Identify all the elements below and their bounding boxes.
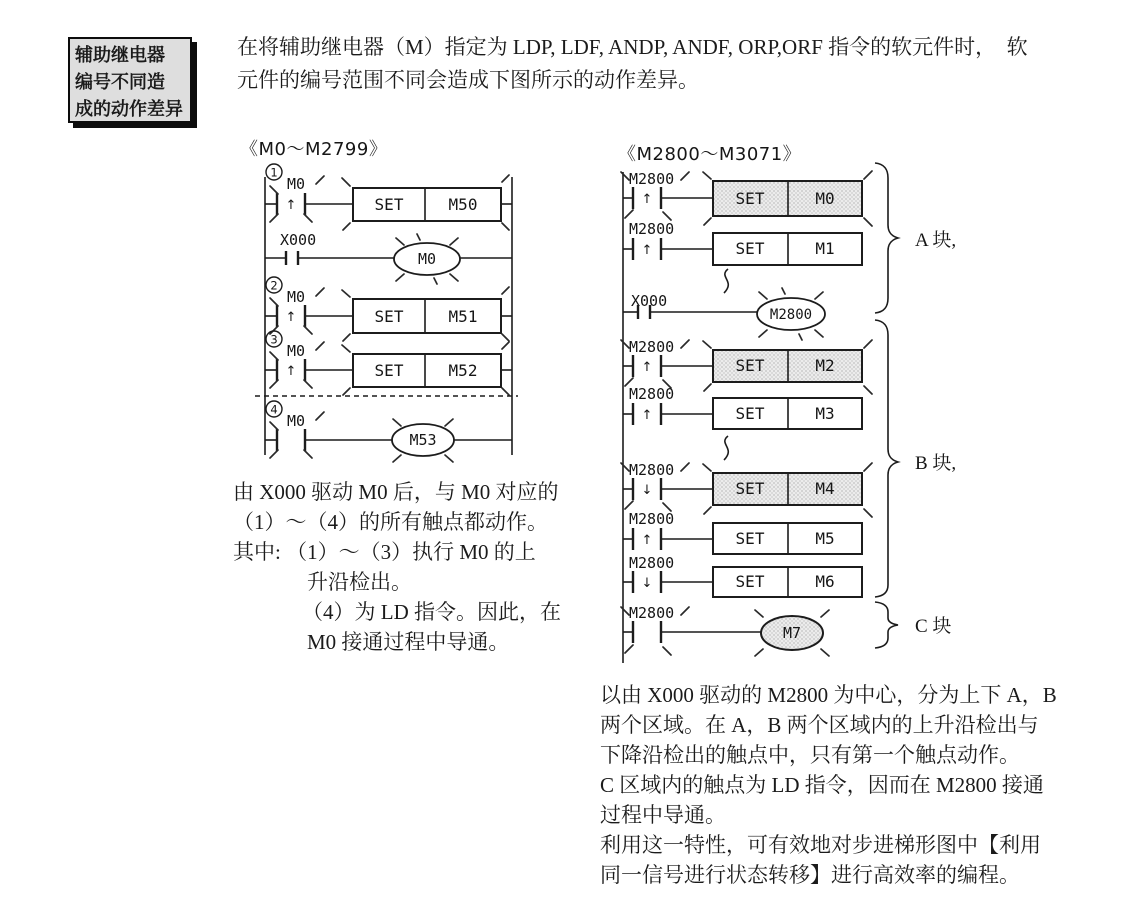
op-label: SET <box>735 479 765 498</box>
caption-line: 其中: （1）～（3）执行 M0 的上 <box>233 540 536 564</box>
caption-line: 过程中导通。 <box>600 803 726 827</box>
rung-a2 <box>623 220 862 265</box>
caption-line: 利用这一特性，可有效地对步进梯形图中【利用 <box>600 833 1041 857</box>
rung-1 <box>265 164 512 230</box>
rung-b5 <box>623 554 862 597</box>
rung-b3 <box>621 461 872 517</box>
contact-label: M0 <box>287 288 306 306</box>
op-label: SET <box>374 307 404 326</box>
coil-label: M2800 <box>769 307 813 323</box>
rung-number: 2 <box>270 278 278 293</box>
caption-line: 下降沿检出的触点中，只有第一个触点动作。 <box>600 743 1020 767</box>
edge-arrow: ↑ <box>641 408 653 423</box>
ladder-diagram-m0-m2799 <box>230 130 565 475</box>
edge-arrow: ↑ <box>641 192 653 207</box>
caption-line: M0 接通过程中导通。 <box>307 630 510 654</box>
margin-note-line: 成的动作差异 <box>75 99 183 120</box>
rung-number: 3 <box>270 332 278 347</box>
device-label: M50 <box>448 195 478 214</box>
break-squiggle <box>724 269 728 293</box>
rung-number: 4 <box>270 402 278 417</box>
op-label: SET <box>735 404 765 423</box>
caption-right <box>600 680 1137 890</box>
block-c-label: C 块 <box>915 616 952 637</box>
caption-line: 两个区域。在 A，B 两个区域内的上升沿检出与 <box>600 713 1039 737</box>
contact-label: M0 <box>287 412 306 430</box>
brace-block-a <box>875 163 898 313</box>
contact-label: M2800 <box>629 604 675 622</box>
device-label: M2 <box>815 356 835 375</box>
device-label: M5 <box>815 529 835 548</box>
ladder-left-title: 《M0～M2799》 <box>240 139 388 160</box>
brace-block-c <box>875 602 898 648</box>
rung-a1 <box>621 170 872 226</box>
device-label: M0 <box>815 189 835 208</box>
caption-line: 同一信号进行状态转移】进行高效率的编程。 <box>600 863 1020 887</box>
rung-x000 <box>623 288 825 340</box>
caption-line: （1）～（4）的所有触点都动作。 <box>233 510 548 534</box>
contact-label: M0 <box>287 342 306 360</box>
device-label: M1 <box>815 239 835 258</box>
contact-label: M2800 <box>629 385 675 403</box>
contact-label: X000 <box>280 231 317 249</box>
coil-label: M53 <box>409 431 437 449</box>
contact-label: M2800 <box>629 510 675 528</box>
op-label: SET <box>735 529 765 548</box>
intro-line: 在将辅助继电器（M）指定为 LDP, LDF, ANDP, ANDF, ORP,ORF 指令的软元件时， 软 <box>237 35 1028 59</box>
contact-label: M2800 <box>629 461 675 479</box>
ladder-right-title: 《M2800～M3071》 <box>618 144 802 165</box>
contact-label: M2800 <box>629 220 675 238</box>
ladder-diagram-m2800-m3071 <box>605 130 1137 678</box>
device-label: M51 <box>448 307 478 326</box>
caption-line: （4）为 LD 指令。因此，在 <box>302 600 561 624</box>
brace-block-b <box>875 320 898 597</box>
rung-number: 1 <box>270 165 278 180</box>
contact-label: M2800 <box>629 554 675 572</box>
contact-label: M2800 <box>629 338 675 356</box>
edge-arrow: ↓ <box>641 576 653 591</box>
edge-arrow: ↑ <box>641 360 653 375</box>
block-b-label: B 块, <box>915 453 957 474</box>
op-label: SET <box>735 356 765 375</box>
caption-left <box>233 477 613 657</box>
rung-c1 <box>621 604 829 656</box>
op-label: SET <box>374 195 404 214</box>
margin-note-box <box>68 37 192 123</box>
op-label: SET <box>374 361 404 380</box>
op-label: SET <box>735 189 765 208</box>
contact-label: X000 <box>631 292 668 310</box>
margin-note-line: 编号不同造 <box>75 72 165 93</box>
edge-arrow: ↑ <box>285 310 297 325</box>
contact-label: M0 <box>287 175 306 193</box>
device-label: M52 <box>448 361 478 380</box>
caption-line: 升沿检出。 <box>307 570 412 594</box>
device-label: M3 <box>815 404 835 423</box>
break-squiggle <box>724 436 728 460</box>
contact-label: M2800 <box>629 170 675 188</box>
rung-b4 <box>623 510 862 554</box>
intro-line: 元件的编号范围不同会造成下图所示的动作差异。 <box>237 68 699 92</box>
coil-label: M0 <box>417 250 437 268</box>
coil-label: M7 <box>782 624 802 642</box>
caption-line: 以由 X000 驱动的 M2800 为中心，分为上下 A，B <box>600 683 1057 707</box>
block-braces <box>875 163 956 648</box>
block-a-label: A 块, <box>915 230 957 251</box>
caption-line: C 区域内的触点为 LD 指令，因而在 M2800 接通 <box>600 773 1044 797</box>
edge-arrow: ↑ <box>641 243 653 258</box>
edge-arrow: ↑ <box>641 533 653 548</box>
device-label: M6 <box>815 572 835 591</box>
op-label: SET <box>735 239 765 258</box>
rung-2 <box>265 231 512 284</box>
rung-5 <box>265 401 512 462</box>
intro-paragraph <box>237 31 1132 97</box>
op-label: SET <box>735 572 765 591</box>
rung-4 <box>265 331 512 395</box>
rung-b2 <box>623 385 862 429</box>
rung-3 <box>265 277 512 341</box>
edge-arrow: ↓ <box>641 483 653 498</box>
device-label: M4 <box>815 479 835 498</box>
edge-arrow: ↑ <box>285 198 297 213</box>
caption-line: 由 X000 驱动 M0 后，与 M0 对应的 <box>233 480 559 504</box>
edge-arrow: ↑ <box>285 364 297 379</box>
margin-note-line: 辅助继电器 <box>75 45 165 66</box>
